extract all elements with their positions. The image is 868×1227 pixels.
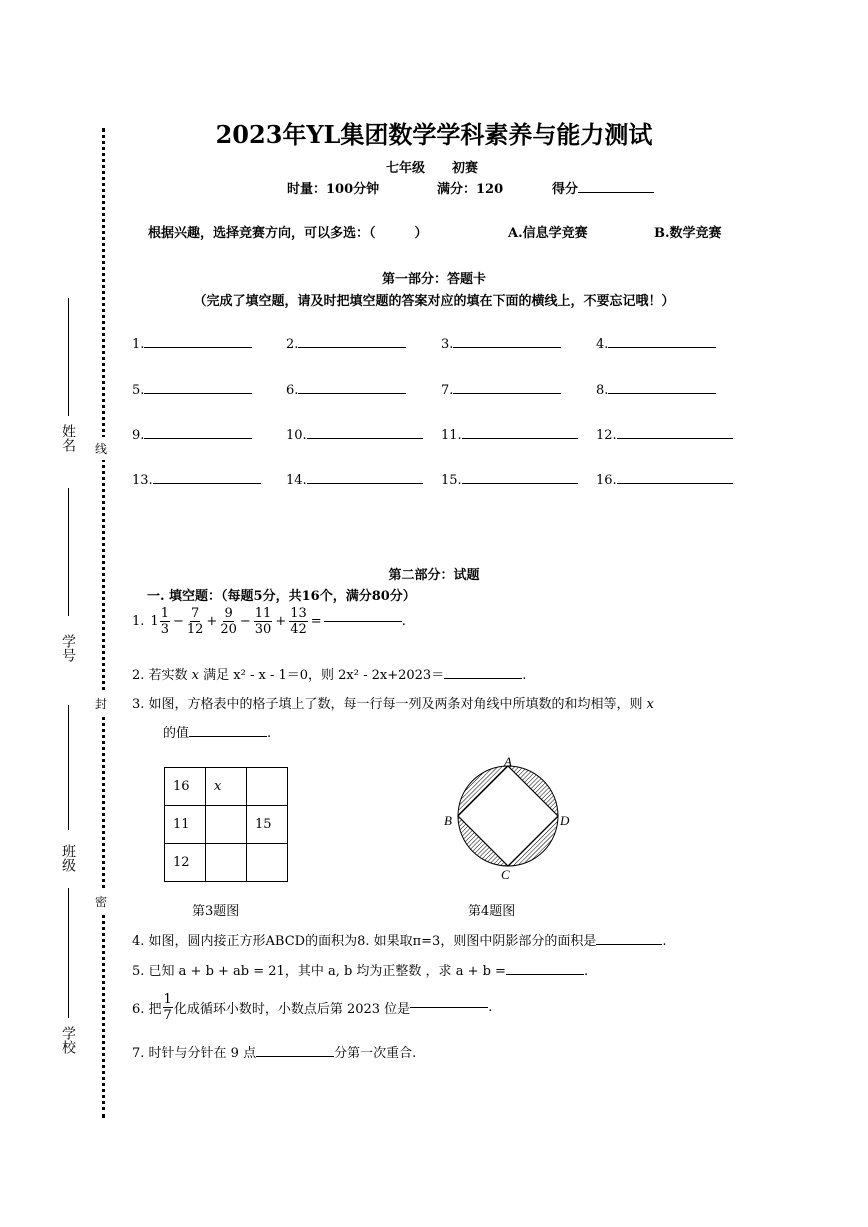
point-a-label: A xyxy=(504,754,512,769)
q1-fraction xyxy=(220,606,237,637)
q3-text: 3. 如图，方格表中的格子填上了数，每一行每一列及两条对角线中所填数的和均相等，则 xyxy=(132,697,643,712)
answer-slot-label: 6. xyxy=(286,383,299,398)
q3-text2: 的值 xyxy=(163,726,190,741)
grid-cell: 15 xyxy=(247,806,288,844)
point-b-label: B xyxy=(444,813,452,828)
part1-note: （完成了填空题，请及时把填空题的答案对应的填在下面的横线上，不要忘记哦！） xyxy=(193,294,675,309)
answer-slot-label: 16. xyxy=(596,473,617,488)
answer-blank xyxy=(144,438,252,439)
number-label: 学号 xyxy=(60,634,76,662)
name-blank-line xyxy=(68,298,69,416)
q5-blank[interactable] xyxy=(506,974,584,975)
q1-numerator: 11 xyxy=(254,606,272,621)
q7-text: 7. 时针与分针在 9 点 xyxy=(132,1046,257,1061)
answer-slot[interactable] xyxy=(286,337,406,352)
grid-cell xyxy=(247,768,288,806)
q1-operator: + xyxy=(206,614,218,629)
q1-whole: 1 xyxy=(150,614,159,629)
answer-slot[interactable] xyxy=(286,383,406,398)
answer-slot-label: 2. xyxy=(286,337,299,352)
point-d-label: D xyxy=(560,813,570,828)
question-3 xyxy=(132,693,654,712)
q1-numerator: 13 xyxy=(290,606,307,621)
q1-numerator: 1 xyxy=(160,606,169,621)
side-secret-char: 密 xyxy=(95,890,107,913)
answer-blank xyxy=(608,347,716,348)
choice-prompt: 根据兴趣，选择竞赛方向，可以多选：（ ） xyxy=(148,226,428,241)
answer-blank xyxy=(608,393,716,394)
q1-fraction xyxy=(254,606,273,637)
score-field[interactable] xyxy=(552,178,654,197)
answer-slot[interactable] xyxy=(441,428,578,443)
q7-blank[interactable] xyxy=(256,1056,334,1057)
question-5: 5. 已知 a + b + ab = 21，其中 a, b 均为正整数 ，求 a + b = . xyxy=(132,964,589,979)
q1-denominator: 12 xyxy=(186,622,204,637)
answer-slot-label: 10. xyxy=(286,428,307,443)
score-label: 得分 xyxy=(552,182,579,197)
q1-number: 1. xyxy=(132,614,145,629)
answer-slot-label: 14. xyxy=(286,473,307,488)
answer-blank xyxy=(462,438,578,439)
answer-blank xyxy=(453,347,561,348)
q2-var: x xyxy=(191,668,200,683)
question-2: 2. 若实数 x 满足 x² - x - 1＝0，则 2x² - 2x+2023＝ . xyxy=(132,668,527,683)
q6-fraction xyxy=(163,992,173,1023)
class-label: 班级 xyxy=(60,844,76,872)
score-blank xyxy=(578,192,654,193)
q1-operator: = xyxy=(310,614,322,629)
part2-title: 第二部分：试题 xyxy=(388,568,480,583)
q6-denominator: 7 xyxy=(163,1008,172,1023)
question-6: 6. 把 $\frac{1}{7}$ 化成循环小数时，小数点后第 2023 位是 . xyxy=(132,992,493,1023)
grid-cell xyxy=(247,844,288,882)
answer-slot[interactable] xyxy=(132,337,252,352)
answer-slot[interactable] xyxy=(132,383,252,398)
answer-blank xyxy=(298,347,406,348)
answer-slot-label: 8. xyxy=(596,383,609,398)
point-c-label: C xyxy=(501,867,510,882)
answer-slot[interactable] xyxy=(286,473,423,488)
q4-text: 4. 如图，圆内接正方形ABCD的面积为8. 如果取π=3，则图中阴影部分的面积是 xyxy=(132,934,597,949)
fig3-caption: 第3题图 xyxy=(192,904,240,919)
page-title: 2023年YL集团数学学科素养与能力测试 xyxy=(215,120,653,149)
answer-slot-label: 3. xyxy=(441,337,454,352)
q3-var: x xyxy=(646,697,654,712)
answer-blank xyxy=(144,393,252,394)
answer-slot-label: 13. xyxy=(132,473,153,488)
school-label: 学校 xyxy=(60,1026,76,1054)
fig4-caption: 第4题图 xyxy=(468,904,516,919)
q6-text2: 化成循环小数时，小数点后第 2023 位是 xyxy=(173,1002,411,1017)
side-seal-char: 封 xyxy=(95,692,107,715)
question-7 xyxy=(132,1042,416,1061)
class-blank-line xyxy=(68,705,69,830)
side-line-char: 线 xyxy=(95,437,107,460)
answer-slot[interactable] xyxy=(132,473,261,488)
option-a[interactable]: A.信息学竞赛 xyxy=(508,226,588,241)
grid-cell: 11 xyxy=(165,806,206,844)
grid-cell: 12 xyxy=(165,844,206,882)
answer-blank xyxy=(307,483,423,484)
q2-text: 2. 若实数 xyxy=(132,668,192,683)
section-title: 一. 填空题：（每题5分，共16个，满分80分） xyxy=(147,589,416,604)
school-blank-line xyxy=(68,888,69,1018)
q1-denominator: 42 xyxy=(290,622,307,637)
answer-slot[interactable] xyxy=(596,337,716,352)
q4-blank[interactable] xyxy=(596,944,662,945)
answer-blank xyxy=(462,483,578,484)
answer-slot[interactable] xyxy=(596,383,716,398)
q1-operator: − xyxy=(239,614,251,629)
grid-cell xyxy=(206,844,247,882)
answer-slot[interactable] xyxy=(596,428,733,443)
q1-fraction xyxy=(289,606,308,637)
answer-blank xyxy=(617,438,733,439)
answer-slot-label: 15. xyxy=(441,473,462,488)
grade-label: 七年级 xyxy=(386,161,426,176)
q3-blank[interactable] xyxy=(189,736,267,737)
answer-slot-label: 9. xyxy=(132,428,145,443)
answer-blank xyxy=(617,483,733,484)
grid-cell: 16 xyxy=(165,768,206,806)
part1-title: 第一部分：答题卡 xyxy=(381,272,486,287)
q1-fraction xyxy=(160,606,170,637)
answer-blank xyxy=(153,483,261,484)
q6-numerator: 1 xyxy=(163,992,172,1007)
q1-denominator: 30 xyxy=(254,622,272,637)
answer-slot-label: 1. xyxy=(132,337,145,352)
q6-blank[interactable] xyxy=(410,1007,488,1008)
answer-slot-label: 5. xyxy=(132,383,145,398)
q1-numerator: 7 xyxy=(191,606,200,621)
answer-slot-label: 4. xyxy=(596,337,609,352)
question-4: 4. 如图，圆内接正方形ABCD的面积为8. 如果取π=3，则图中阴影部分的面积是 . xyxy=(132,934,667,949)
answer-slot[interactable] xyxy=(441,473,578,488)
answer-slot-label: 12. xyxy=(596,428,617,443)
q2-blank[interactable] xyxy=(444,678,522,679)
answer-slot[interactable] xyxy=(286,428,423,443)
q1-blank[interactable] xyxy=(324,621,402,622)
full-score-label: 满分：120 xyxy=(437,182,504,197)
q1-numerator: 9 xyxy=(224,606,233,621)
q1-denominator: 3 xyxy=(160,622,169,637)
answer-slot[interactable] xyxy=(441,383,561,398)
q1-operator: − xyxy=(172,614,184,629)
answer-blank xyxy=(144,347,252,348)
question-1 xyxy=(132,606,406,637)
q1-operator: + xyxy=(275,614,287,629)
answer-blank xyxy=(307,438,423,439)
q2-expr: x² - x - 1＝0，则 2x² - 2x+2023＝ xyxy=(233,668,445,683)
q7-text2: 分第一次重合. xyxy=(334,1046,417,1061)
grid-cell xyxy=(206,806,247,844)
q5-text: 5. 已知 a + b + ab = 21，其中 a, b 均为正整数 ，求 a + b = xyxy=(132,964,506,979)
q2-text2: 满足 xyxy=(199,668,234,683)
question-3-cont: 的值 . xyxy=(163,726,272,741)
magic-square-grid xyxy=(164,767,288,882)
grid-cell: x xyxy=(206,768,247,806)
circle-square-figure xyxy=(440,752,580,882)
answer-slot-label: 7. xyxy=(441,383,454,398)
name-label: 姓名 xyxy=(60,424,76,452)
answer-blank xyxy=(453,393,561,394)
round-label: 初赛 xyxy=(452,161,479,176)
q1-denominator: 20 xyxy=(220,622,237,637)
number-blank-line xyxy=(68,488,69,616)
option-b[interactable]: B.数学竞赛 xyxy=(654,226,722,241)
answer-slot[interactable] xyxy=(441,337,561,352)
answer-blank xyxy=(298,393,406,394)
q6-text: 6. 把 xyxy=(132,1002,162,1017)
answer-slot-label: 11. xyxy=(441,428,462,443)
time-label: 时量：100分钟 xyxy=(287,182,380,197)
q1-fraction xyxy=(187,606,204,637)
q1-period: . xyxy=(401,614,406,629)
answer-slot[interactable] xyxy=(132,428,252,443)
answer-slot[interactable] xyxy=(596,473,733,488)
